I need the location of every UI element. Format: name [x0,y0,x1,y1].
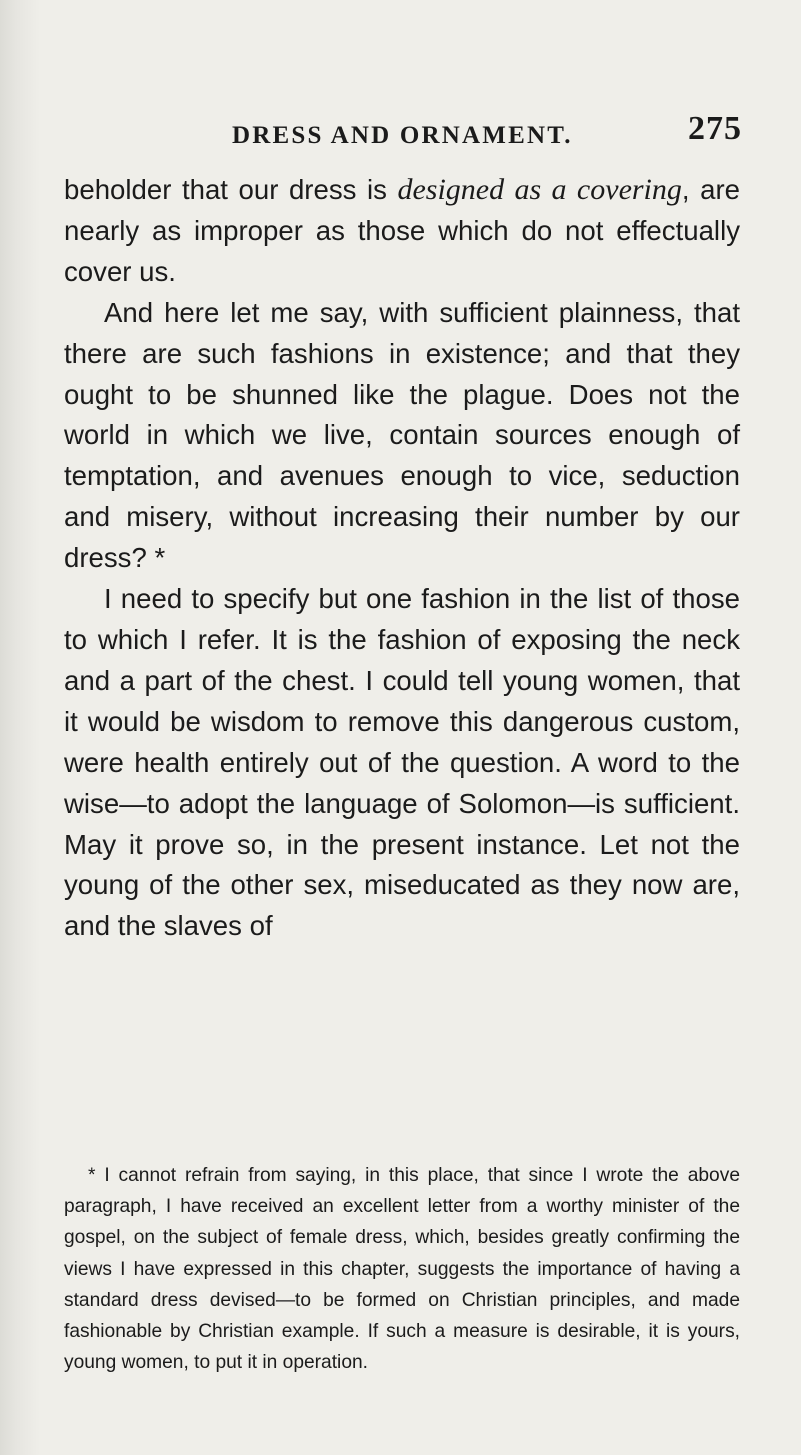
body-text [64,170,740,947]
page-edge-shadow [0,0,40,1455]
paragraph-3: I need to specify but one fashion in the list of those to which I refer. It is the fashion of exposing the neck and a part of the chest. I could tell young women, that it would be wisdom to remove this dangerous custom, were health entirely out of the question. A word to the wise—to adopt the language of Solomon—is sufficient. May it prove so, in the present instance. Let not the young of the other sex, miseducated as they now are, and the slaves of [64,583,740,942]
paragraph-1 [64,170,740,293]
paragraph-2: And here let me say, with sufficient plainness, that there are such fashions in existence; and that they ought to be shunned like the plague. Does not the world in which we live, contain sources enough of temptation, and avenues enough to vice, seduction and misery, without increasing their number by our dress? * [64,296,740,574]
footnote-text: * I cannot refrain from saying, in this place, that since I wrote the above paragraph, I have received an excellent letter from a worthy minister of the gospel, on the subject of female dress, which, besides greatly confirming the views I have expressed in this chapter, suggests the importance of having a standard dress devised—to be formed on Christian principles, and made fashionable by Christian example. If such a measure is desirable, it is yours, young women, to put it in operation. [64,1165,740,1374]
paragraph-1-end: , are nearly as improper as those which do not effectually cover us. [64,174,741,287]
running-head: DRESS AND ORNAMENT. [232,122,573,149]
paragraph-1-italic: designed as a covering [397,173,682,206]
paragraph-1-start: beholder that our dress is [64,174,398,205]
page-header [232,108,742,168]
footnote [64,1160,740,1378]
page-number: 275 [688,110,742,147]
